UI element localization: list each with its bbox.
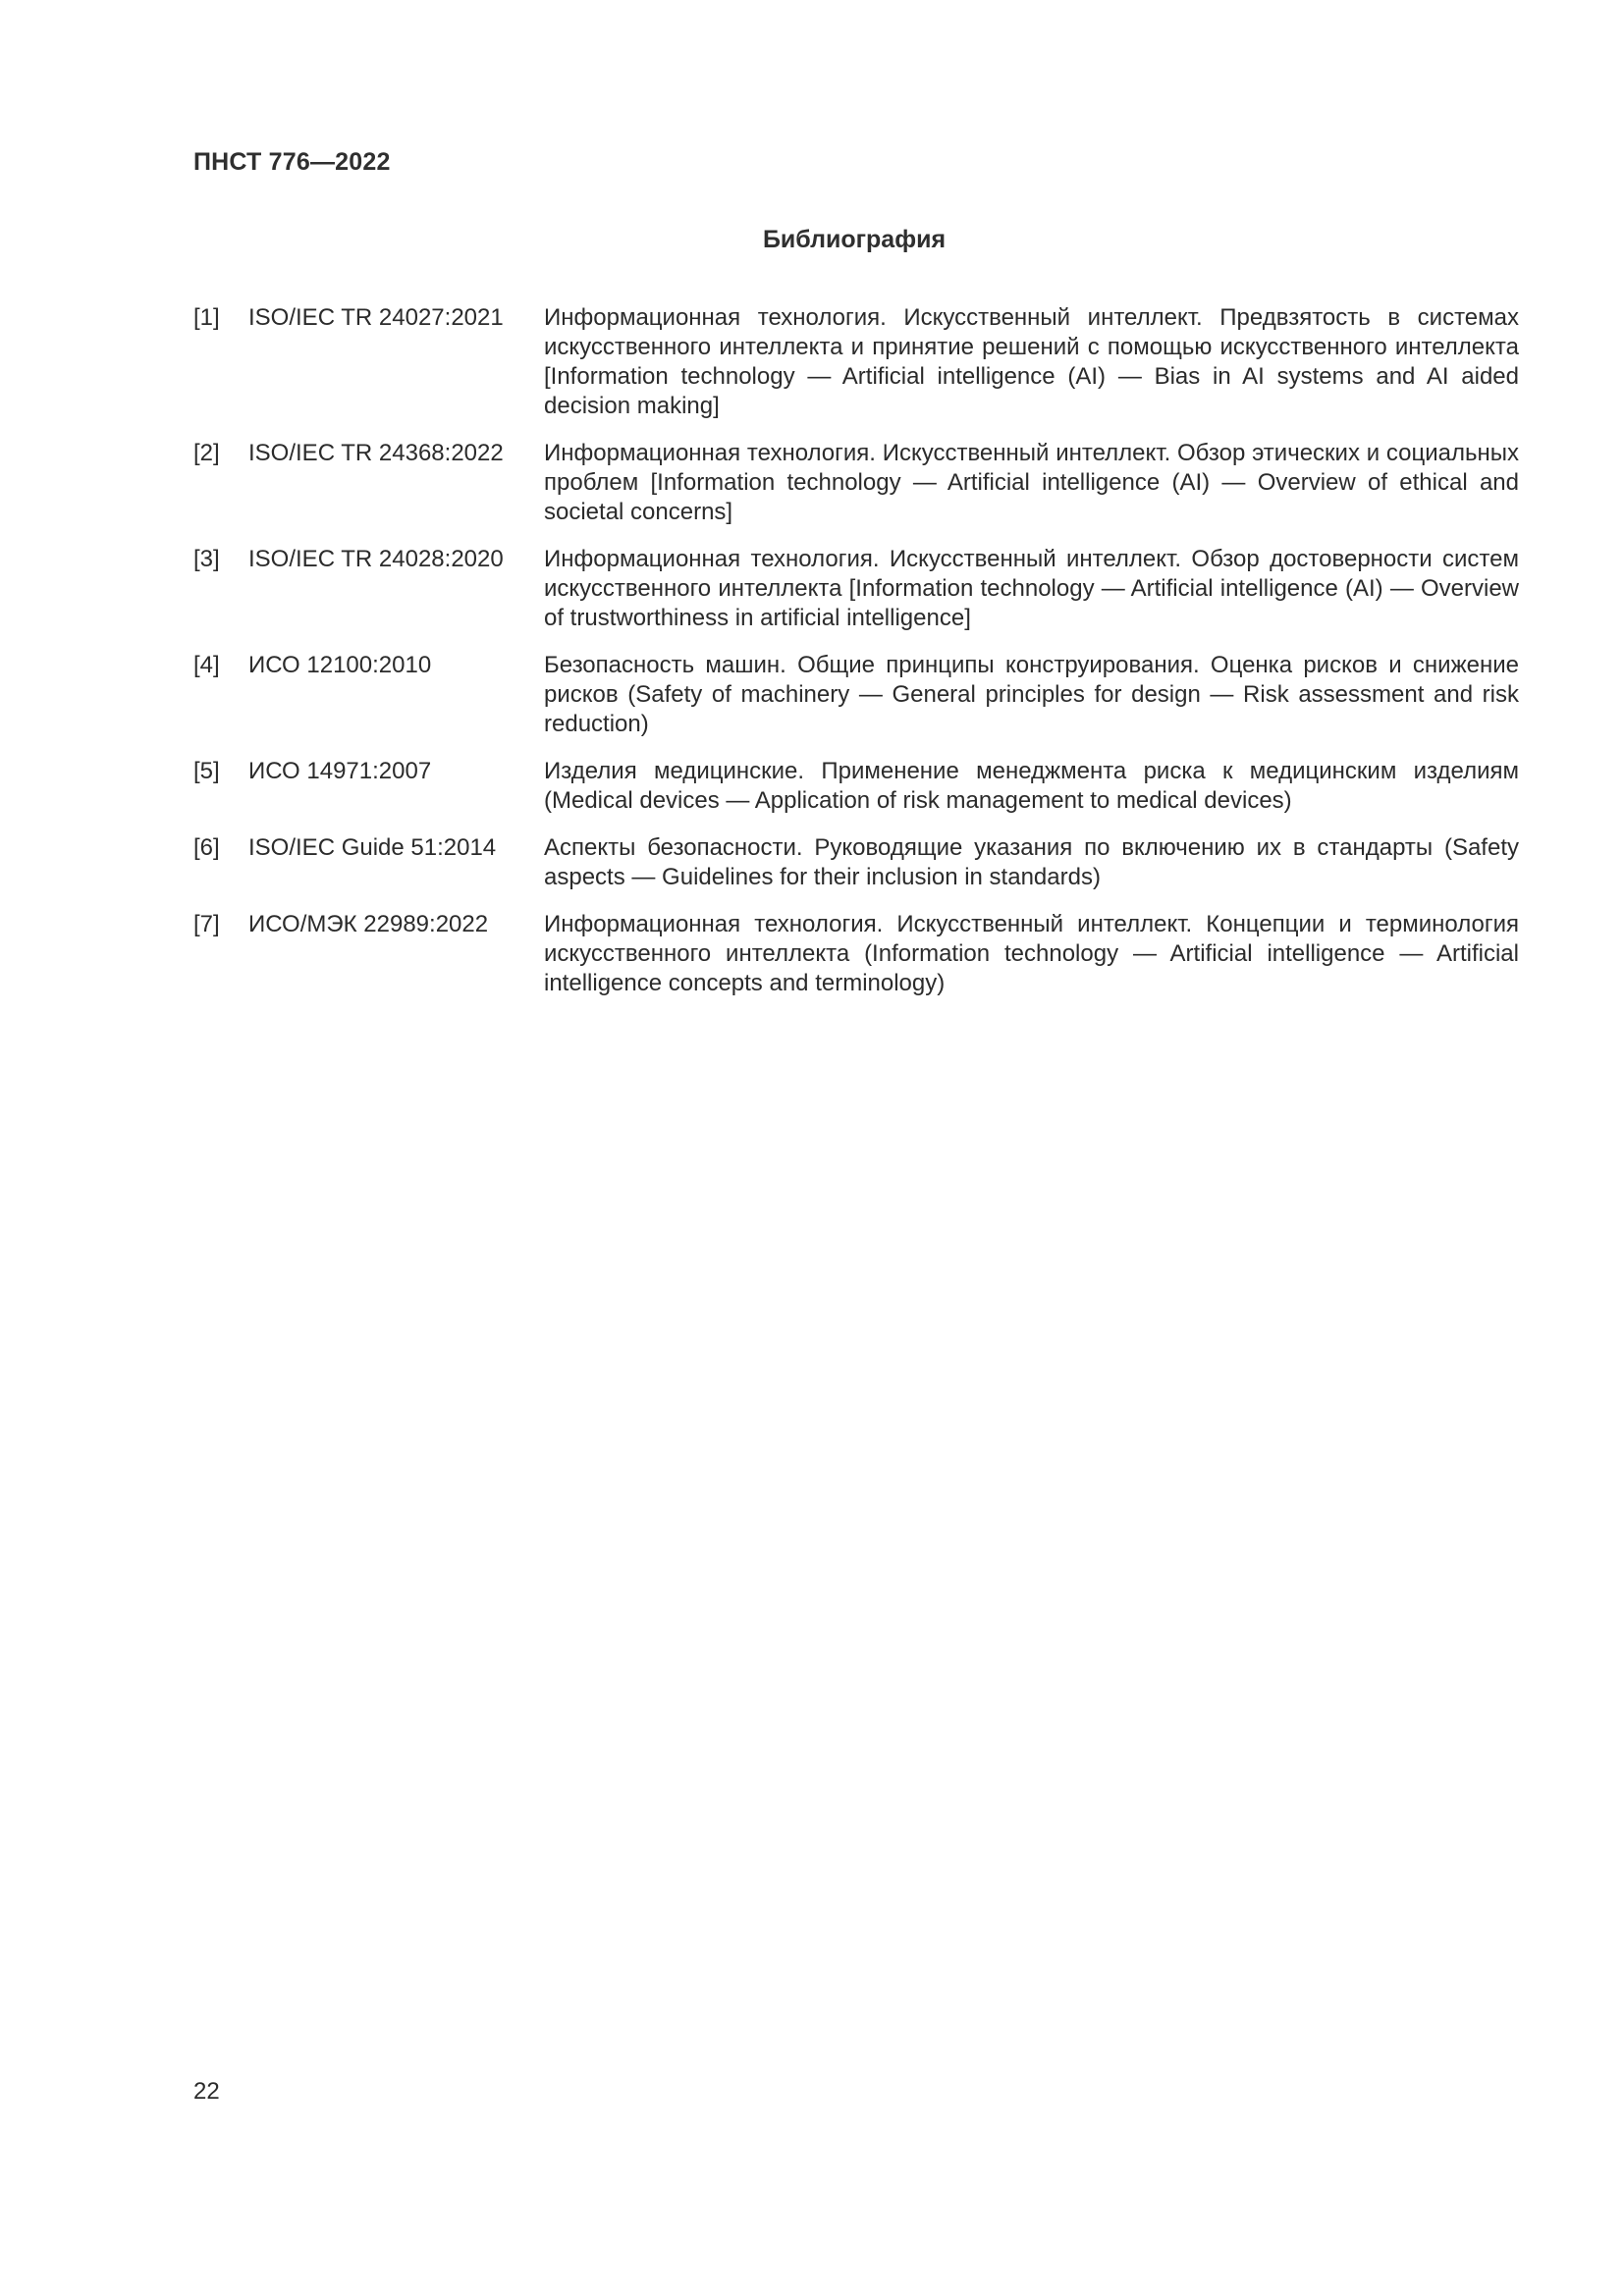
bibliography-entry <box>193 910 1519 998</box>
entry-number: [1] <box>193 304 220 331</box>
entry-number: [7] <box>193 911 220 937</box>
page-number: 22 <box>193 2078 220 2105</box>
entry-number: [4] <box>193 652 220 678</box>
entry-description: Аспекты безопасности. Руководящие указания по включению их в стандарты (Safety aspects — Guidelines for their inclusion in standards) <box>544 834 1519 890</box>
bibliography-entry <box>193 545 1519 633</box>
entry-number: [6] <box>193 834 220 861</box>
bibliography-entry <box>193 439 1519 527</box>
entry-description: Информационная технология. Искусственный интеллект. Обзор достоверности систем искусственного интеллекта [Information technology — Artificial intelligence (AI) — Overview of trustworthiness in artificial intelligence] <box>544 546 1519 631</box>
entry-standard-code: ISO/IEC TR 24027:2021 <box>248 304 504 331</box>
entry-description: Информационная технология. Искусственный интеллект. Обзор этических и социальных проблем [Information technology — Artificial intelligence (AI) — Overview of ethical and societal concerns] <box>544 440 1519 525</box>
entry-standard-code: ISO/IEC TR 24028:2020 <box>248 546 504 572</box>
bibliography-entry <box>193 303 1519 421</box>
entry-standard-code: ISO/IEC Guide 51:2014 <box>248 834 497 861</box>
entry-number: [5] <box>193 758 220 784</box>
entry-number: [3] <box>193 546 220 572</box>
bibliography-entry <box>193 833 1519 892</box>
bibliography-entry <box>193 651 1519 739</box>
entry-description: Информационная технология. Искусственный интеллект. Концепции и терминология искусственного интеллекта (Information technology — Artificial intelligence — Artificial intelligence concepts and terminology) <box>544 911 1519 996</box>
entry-standard-code: ИСО 12100:2010 <box>248 652 432 678</box>
bibliography-list <box>193 303 1519 1016</box>
entry-description: Безопасность машин. Общие принципы конструирования. Оценка рисков и снижение рисков (Safety of machinery — General principles for design — Risk assessment and risk reduction) <box>544 652 1519 737</box>
section-title: Библиография <box>762 226 947 253</box>
entry-standard-code: ИСО 14971:2007 <box>248 758 432 784</box>
entry-standard-code: ISO/IEC TR 24368:2022 <box>248 440 504 466</box>
entry-description: Изделия медицинские. Применение менеджмента риска к медицинским изделиям (Medical devices — Application of risk management to medical devices) <box>544 758 1519 814</box>
document-code: ПНСТ 776—2022 <box>193 148 391 176</box>
entry-description: Информационная технология. Искусственный интеллект. Предвзятость в системах искусственного интеллекта и принятие решений с помощью искусственного интеллекта [Information technology — Artificial intelligence (AI) — Bias in AI systems and AI aided decision making] <box>544 304 1519 419</box>
entry-standard-code: ИСО/МЭК 22989:2022 <box>248 911 489 937</box>
bibliography-entry <box>193 757 1519 816</box>
entry-number: [2] <box>193 440 220 466</box>
